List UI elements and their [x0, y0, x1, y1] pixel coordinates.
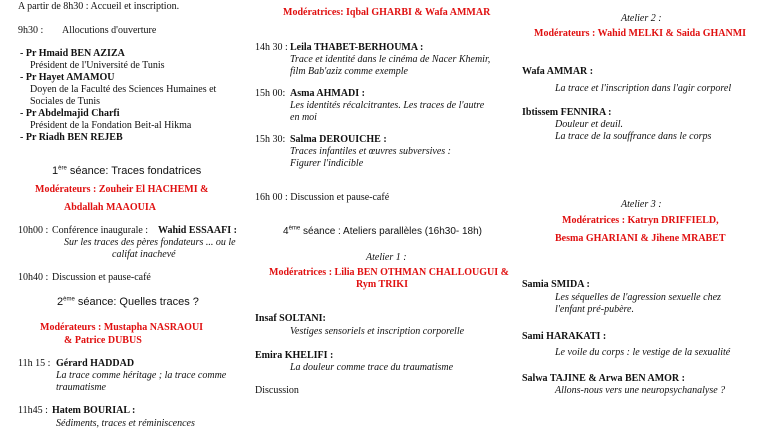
talk-title: traumatisme	[56, 382, 106, 393]
workshop-moderators: Modérateurs : Wahid MELKI & Saida GHANMI	[534, 28, 747, 39]
talk-title: film Bab'aziz comme exemple	[290, 66, 408, 77]
talk-title: Sédiments, traces et réminiscences	[56, 418, 195, 429]
workshop-heading: Atelier 3 :	[621, 199, 662, 210]
talk-speaker: Salma DEROUICHE :	[290, 134, 387, 145]
talk-title: La douleur comme trace du traumatisme	[290, 362, 454, 373]
talk-speaker: Wahid ESSAAFI :	[158, 225, 237, 236]
session-heading: 2ème séance: Quelles traces ?	[57, 296, 199, 308]
talk-time: 10h00 :	[18, 225, 49, 236]
talk-speaker: Salwa TAJINE & Arwa BEN AMOR :	[522, 373, 685, 384]
session-moderators: Modératrices: Iqbal GHARBI & Wafa AMMAR	[283, 7, 491, 18]
talk-title: l'enfant pré-pubère.	[555, 304, 634, 315]
talk-title: Vestiges sensoriels et inscription corporelle	[290, 326, 465, 337]
talk-title: Trace et identité dans le cinéma de Nacer Khemir,	[290, 54, 491, 65]
speaker-role: Sociales de Tunis	[30, 96, 101, 107]
intro-text: A partir de 8h30 : Accueil et inscription.	[18, 1, 180, 12]
talk-time: 15h 30:	[255, 134, 286, 145]
talk-time: 11h45 :	[18, 405, 48, 416]
opening-time: 9h30 :	[18, 25, 44, 36]
talk-title: Allons-nous vers une neuropsychanalyse ?	[555, 385, 726, 396]
talk-speaker: Leila THABET-BERHOUMA :	[290, 42, 424, 53]
talk-title: Figurer l'indicible	[290, 158, 364, 169]
break-label: 16h 00 : Discussion et pause-café	[255, 192, 390, 203]
talk-label: Conférence inaugurale :	[52, 225, 149, 236]
session-moderators: Modérateurs : Zouheir El HACHEMI &	[35, 184, 209, 195]
talk-speaker: Hatem BOURIAL :	[52, 405, 136, 416]
discussion-label: Discussion	[255, 385, 299, 396]
speaker-role: Président de la Fondation Beit-al Hikma	[30, 120, 192, 131]
speaker-name: - Pr Hayet AMAMOU	[20, 72, 115, 83]
speaker-name: - Pr Riadh BEN REJEB	[20, 132, 123, 143]
opening-label: Allocutions d'ouverture	[62, 25, 157, 36]
session-heading: 1ère séance: Traces fondatrices	[52, 165, 202, 177]
talk-title: Douleur et deuil.	[555, 119, 624, 130]
talk-title: califat inachevé	[112, 249, 176, 260]
talk-title: Les séquelles de l'agression sexuelle chez	[555, 292, 721, 303]
break-label: Discussion et pause-café	[52, 272, 151, 283]
workshop-heading: Atelier 1 :	[366, 252, 407, 263]
session-moderators: Modérateurs : Mustapha NASRAOUI	[40, 322, 204, 333]
workshop-moderators: Modératrices : Katryn DRIFFIELD,	[562, 215, 719, 226]
break-time: 10h40 :	[18, 272, 49, 283]
talk-speaker: Emira KHELIFI :	[255, 350, 334, 361]
talk-speaker: Insaf SOLTANI:	[255, 313, 326, 324]
talk-title: La trace et l'inscription dans l'agir corporel	[555, 83, 732, 94]
program-column-afternoon	[250, 0, 515, 438]
speaker-name: - Pr Hmaid BEN AZIZA	[20, 48, 125, 59]
talk-title: Le voile du corps : le vestige de la sexualité	[555, 347, 731, 358]
talk-title: Les identités récalcitrantes. Les traces de l'autre	[290, 100, 485, 111]
talk-title: La trace de la souffrance dans le corps	[555, 131, 712, 142]
talk-title: La trace comme héritage ; la trace comme	[56, 370, 227, 381]
workshop-heading: Atelier 2 :	[621, 13, 662, 24]
session-heading: 4ème séance : Ateliers parallèles (16h30- 18h)	[283, 225, 483, 237]
session-moderators: Abdallah MAAOUIA	[64, 202, 156, 213]
speaker-role: Président de l'Université de Tunis	[30, 60, 165, 71]
speaker-role: Doyen de la Faculté des Sciences Humaines et	[30, 84, 217, 95]
session-moderators: & Patrice DUBUS	[64, 335, 142, 346]
program-column-workshops	[515, 0, 776, 438]
talk-speaker: Gérard HADDAD	[56, 358, 135, 369]
talk-time: 15h 00:	[255, 88, 286, 99]
program-column-morning	[0, 0, 250, 438]
talk-title: Traces infantiles et œuvres subversives :	[290, 146, 451, 157]
talk-speaker: Sami HARAKATI :	[522, 331, 607, 342]
workshop-moderators: Rym TRIKI	[356, 279, 408, 290]
talk-title: Sur les traces des pères fondateurs ... ou le	[64, 237, 236, 248]
talk-speaker: Samia SMIDA :	[522, 279, 590, 290]
talk-speaker: Ibtissem FENNIRA :	[522, 107, 612, 118]
workshop-moderators: Modératrices : Lilia BEN OTHMAN CHALLOUGUI &	[269, 267, 509, 278]
talk-time: 11h 15 :	[18, 358, 51, 369]
talk-title: en moi	[290, 112, 317, 123]
talk-speaker: Wafa AMMAR :	[522, 66, 594, 77]
talk-time: 14h 30 :	[255, 42, 288, 53]
workshop-moderators: Besma GHARIANI & Jihene MRABET	[555, 233, 726, 244]
speaker-name: - Pr Abdelmajid Charfi	[20, 108, 120, 119]
talk-speaker: Asma AHMADI :	[290, 88, 365, 99]
